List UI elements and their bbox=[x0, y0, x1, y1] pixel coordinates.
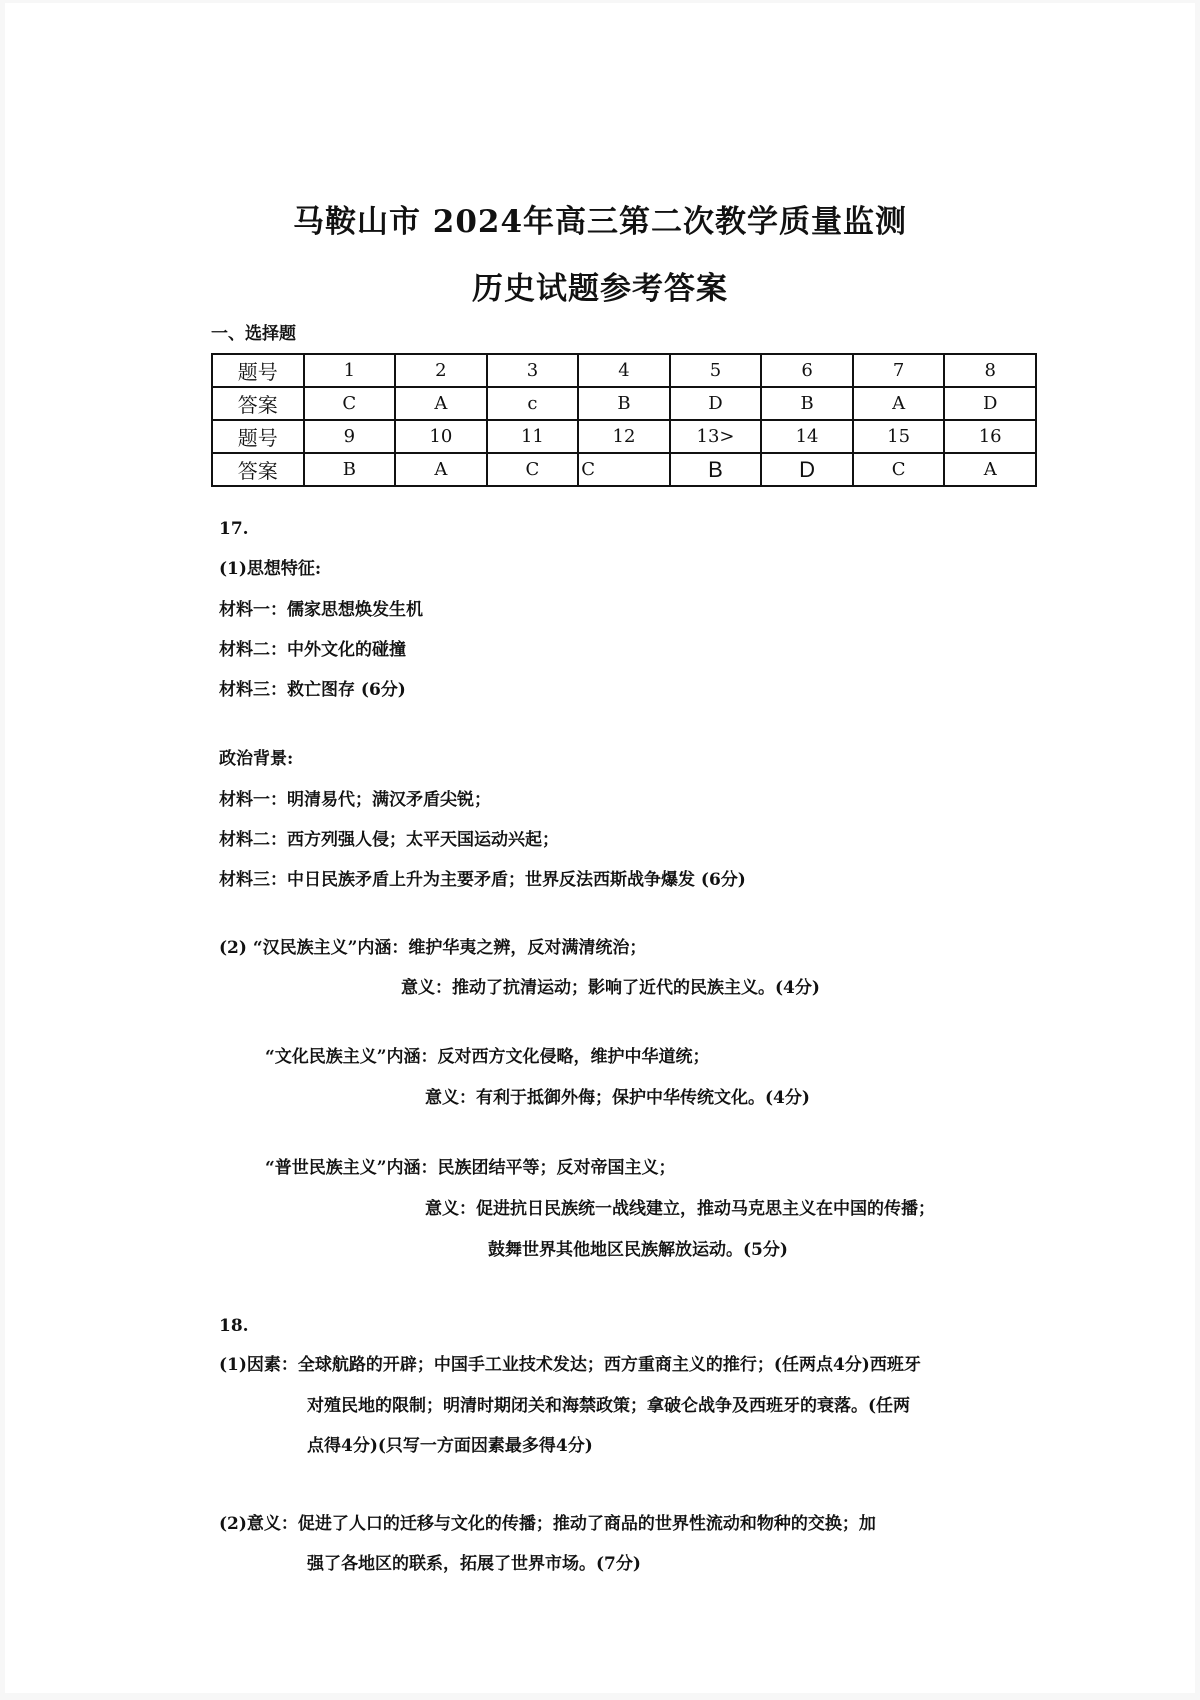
q18-part1-line2: 对殖民地的限制；明清时期闭关和海禁政策；拿破仑战争及西班牙的衰落。(任两 bbox=[307, 1396, 911, 1416]
table-cell: B bbox=[304, 453, 396, 486]
table-cell: 7 bbox=[853, 354, 945, 387]
q17-part1-material1: 材料一：儒家思想焕发生机 bbox=[219, 600, 423, 620]
table-cell: 题号 bbox=[212, 420, 304, 453]
q17-politics-material1: 材料一：明清易代；满汉矛盾尖锐； bbox=[219, 790, 491, 810]
table-cell: C bbox=[578, 453, 670, 486]
table-cell: D bbox=[944, 387, 1036, 420]
table-cell: 4 bbox=[578, 354, 670, 387]
table-cell: 2 bbox=[395, 354, 487, 387]
table-cell: 13> bbox=[670, 420, 762, 453]
table-cell: 10 bbox=[395, 420, 487, 453]
table-row bbox=[212, 453, 1036, 486]
table-row bbox=[212, 354, 1036, 387]
q17-part2-culture-meaning: “文化民族主义”内涵：反对西方文化侵略，维护中华道统； bbox=[265, 1047, 710, 1067]
table-cell: 14 bbox=[761, 420, 853, 453]
table-cell: 11 bbox=[487, 420, 579, 453]
table-cell: 答案 bbox=[212, 387, 304, 420]
answer-table bbox=[211, 353, 1037, 487]
question-number-17: 17. bbox=[219, 519, 249, 539]
table-cell: A bbox=[395, 387, 487, 420]
table-cell: B bbox=[578, 387, 670, 420]
q17-part1-material3: 材料三：救亡图存 (6分) bbox=[219, 680, 406, 700]
document-title: 马鞍山市 2024年高三第二次教学质量监测 bbox=[292, 204, 908, 240]
q18-part2-line2: 强了各地区的联系，拓展了世界市场。(7分) bbox=[307, 1554, 641, 1574]
table-cell: 9 bbox=[304, 420, 396, 453]
q17-part1-heading: (1)思想特征: bbox=[219, 559, 322, 579]
q18-part2-line1: (2)意义：促进了人口的迁移与文化的传播；推动了商品的世界性流动和物种的交换；加 bbox=[219, 1514, 876, 1534]
q17-politics-material3: 材料三：中日民族矛盾上升为主要矛盾；世界反法西斯战争爆发 (6分) bbox=[219, 870, 746, 890]
table-cell: B bbox=[670, 453, 762, 486]
section-heading-choice: 一、选择题 bbox=[211, 324, 296, 344]
q17-politics-heading: 政治背景: bbox=[219, 749, 294, 769]
question-number-18: 18. bbox=[219, 1316, 249, 1336]
q17-part2-culture-significance: 意义：有利于抵御外侮；保护中华传统文化。(4分) bbox=[425, 1088, 810, 1108]
table-cell: 12 bbox=[578, 420, 670, 453]
table-cell: 3 bbox=[487, 354, 579, 387]
q18-part1-line3: 点得4分)(只写一方面因素最多得4分) bbox=[307, 1436, 593, 1456]
table-cell: 答案 bbox=[212, 453, 304, 486]
table-cell: 5 bbox=[670, 354, 762, 387]
q18-part1-line1: (1)因素：全球航路的开辟；中国手工业技术发达；西方重商主义的推行；(任两点4分)西班牙 bbox=[219, 1355, 921, 1375]
table-cell: 15 bbox=[853, 420, 945, 453]
table-cell: A bbox=[395, 453, 487, 486]
q17-part2-universal-significance-cont: 鼓舞世界其他地区民族解放运动。(5分) bbox=[488, 1240, 788, 1260]
table-cell: A bbox=[944, 453, 1036, 486]
document-subtitle: 历史试题参考答案 bbox=[472, 271, 728, 307]
q17-part2-han-meaning: (2) “汉民族主义”内涵：维护华夷之辨，反对满清统治； bbox=[219, 938, 647, 958]
table-cell: B bbox=[761, 387, 853, 420]
table-cell: A bbox=[853, 387, 945, 420]
table-cell: 8 bbox=[944, 354, 1036, 387]
q17-part2-universal-meaning: “普世民族主义”内涵：民族团结平等；反对帝国主义； bbox=[265, 1158, 676, 1178]
table-cell: 16 bbox=[944, 420, 1036, 453]
table-cell: 1 bbox=[304, 354, 396, 387]
table-row bbox=[212, 420, 1036, 453]
table-cell: c bbox=[487, 387, 579, 420]
table-cell: D bbox=[670, 387, 762, 420]
table-row bbox=[212, 387, 1036, 420]
table-cell: C bbox=[304, 387, 396, 420]
table-cell: 6 bbox=[761, 354, 853, 387]
table-cell: 题号 bbox=[212, 354, 304, 387]
answer-sheet-page bbox=[5, 3, 1195, 1693]
table-cell: C bbox=[487, 453, 579, 486]
q17-part2-han-significance: 意义：推动了抗清运动；影响了近代的民族主义。(4分) bbox=[401, 978, 820, 998]
table-cell: D bbox=[761, 453, 853, 486]
table-cell: C bbox=[853, 453, 945, 486]
q17-politics-material2: 材料二：西方列强人侵；太平天国运动兴起； bbox=[219, 830, 559, 850]
q17-part2-universal-significance: 意义：促进抗日民族统一战线建立，推动马克思主义在中国的传播； bbox=[425, 1199, 935, 1219]
q17-part1-material2: 材料二：中外文化的碰撞 bbox=[219, 640, 406, 660]
